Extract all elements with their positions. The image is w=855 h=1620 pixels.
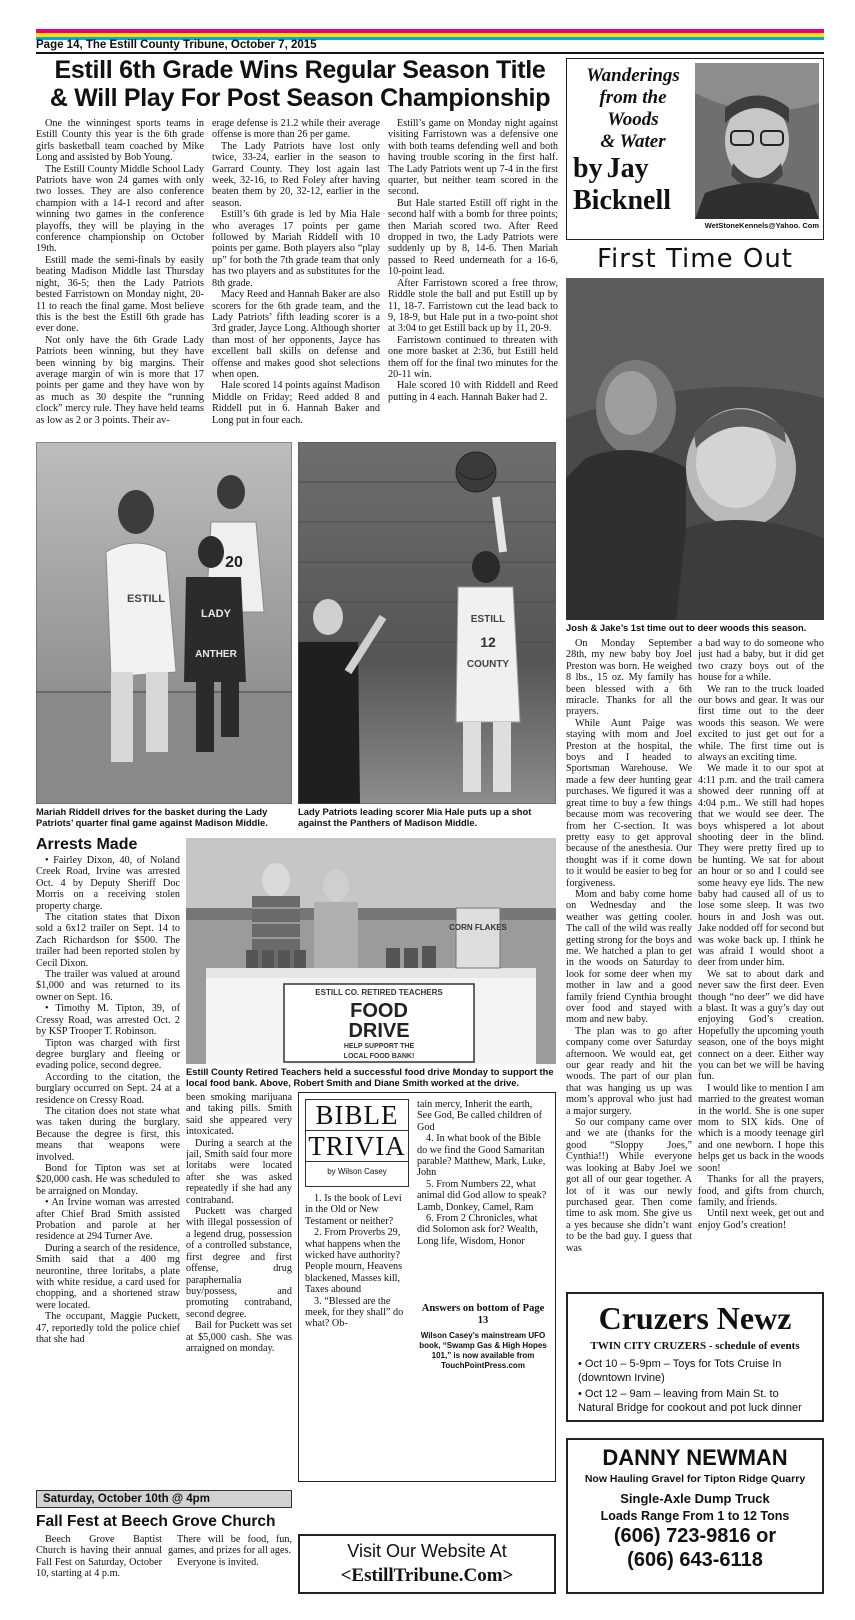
story-paragraph: We ran to the truck loaded our bows and gear. It was our first time out to the deer woods this season. We were excited to just get out for a while. The first time out is always an exciting time.: [698, 683, 824, 764]
fall-fest-col-1: Beech Grove Baptist Church is having their annual Fall Fest on Saturday, October 10, starting at 4 p.m.: [36, 1534, 162, 1580]
photo-caption-right: Lady Patriots leading scorer Mia Hale puts up a shot against the Panthers of Madison Middle.: [298, 806, 532, 828]
ad-truck: Single-Axle Dump Truck: [620, 1491, 770, 1506]
column-banner: [566, 58, 824, 240]
page-masthead: Page 14, The Estill County Tribune, October 7, 2015: [36, 39, 317, 51]
arrest-paragraph: The occupant, Maggie Puckett, 47, reportedly told the police chief that she had: [36, 1311, 180, 1346]
byline-by: by: [573, 153, 603, 184]
arrest-paragraph: Puckett was charged with illegal possession of a legend drug, possession of a controlled substance, first degree and first offense, drug paraphernalia buy/possess, and promoting contraband, second degree.: [186, 1206, 292, 1320]
banner-title-line: Woods: [607, 109, 659, 130]
byline-first-name: Jay: [606, 153, 649, 184]
story-paragraph: Until next week, get out and enjoy God’s creation!: [698, 1208, 824, 1231]
banner-title: [571, 65, 695, 153]
bible-trivia-byline: by Wilson Casey: [327, 1167, 387, 1176]
trivia-question: 5. From Numbers 22, what animal did God allow to speak? Lamb, Donkey, Camel, Ram: [417, 1178, 547, 1213]
banner-retired-teachers: ESTILL CO. RETIRED TEACHERS: [315, 988, 443, 997]
story-paragraph: a bad way to do someone who just had a baby, but it did get two crazy boys out of the house for a while.: [698, 638, 824, 684]
arrest-paragraph: Bail for Puckett was set at $5,000 cash. She was arraigned on monday.: [186, 1320, 292, 1354]
deer-photo-caption: Josh & Jake’s 1st time out to deer woods this season.: [566, 622, 807, 633]
photo-caption-left: Mariah Riddell drives for the basket during the Lady Patriots’ quarter final game against Madison Middle.: [36, 806, 268, 828]
bible-trivia-col-2: [417, 1099, 549, 1299]
fall-fest-title: Fall Fest at Beech Grove Church: [36, 1513, 276, 1530]
jersey-panthers-text: ANTHER: [195, 649, 237, 660]
banner-drive: DRIVE: [348, 1020, 410, 1042]
trivia-question: 1. Is the book of Levi in the Old or New Testament or neither?: [305, 1193, 402, 1227]
headline-line2: & Will Play For Post Season Championship: [49, 84, 551, 112]
story-paragraph: So our company came over and we ate (thanks for the good “Sloppy Joes,” Cynthia!!) While everyone was looking at Baby Joel we got all of our gear together. A lot of it was our newly purchased gear. Then come time to ask mom. She give us a yes because she didn’t want to be the bad guy. I guess that was: [566, 1117, 692, 1254]
fall-fest-paragraph: There will be food, fun, games, and prizes for all ages.: [168, 1534, 292, 1557]
bible-trivia-box: [298, 1092, 556, 1482]
banner-byline: [573, 155, 723, 215]
jersey-lady-text: LADY: [201, 608, 231, 620]
arrest-paragraph: been smoking marijuana and taking pills. Smith said she appeared very intoxicated.: [186, 1092, 292, 1138]
banner-title-line: Wanderings: [586, 65, 680, 86]
byline-last-name: Bicknell: [573, 185, 672, 216]
banner-title-line: & Water: [600, 131, 666, 152]
arrest-entry: • Timothy M. Tipton, 39, of Cressy Road, was arrested Oct. 2 by KSP Trooper T. Robinson.: [36, 1003, 180, 1037]
story-paragraph: While Aunt Paige was staying with mom and Joel Preston at the hospital, the boys and I headed to Sportsman Warehouse. We made a few deer hunting gear purchases. We figured it was a great time to buy a few things because mom was recovering from her C-section. It was pretty easy to get approval because of the anesthesia. Our thought was if it come down to it would be easier to beg for forgiveness.: [566, 717, 692, 889]
story-paragraph: Estill made the semi-finals by easily beating Madison Middle last Thursday night, 36-5; then the Lady Patriots bested Farristown on Monday night, 20-11 to reach the final game. Most believe this is the best the Estill 6th grade has ever done.: [36, 254, 204, 335]
jersey-estill-text: ESTILL: [127, 593, 165, 605]
first-time-out-title: First Time Out: [596, 244, 793, 274]
cruzers-subtitle: TWIN CITY CRUZERS - schedule of events: [590, 1340, 800, 1352]
basketball-photo-hale: [298, 442, 556, 804]
story-paragraph: The Estill County Middle School Lady Patriots have won 24 games with only two losses. They are also conference champion with a 14-1 record and after winning two games in the conference playoffs, they will be playing in the conference championship on October 19th.: [36, 163, 204, 255]
story-paragraph: I would like to mention I am married to the greatest woman in the world. She is one super mom to SIX kids. One of which is a moody teenage girl and one newborn. I hope this helps get us back in the woods soon!: [698, 1082, 824, 1174]
deer-woods-photo: [566, 278, 824, 620]
main-headline: [36, 56, 564, 112]
ad-phone-1[interactable]: (606) 723-9816 or: [613, 1525, 777, 1547]
story-paragraph: We made it to our spot at 4:11 p.m. and the trail camera showed deer running off at 4:04 p.m.. We still had hopes that we would see deer. The boys whispered a lot about shooting deer in the blind. They were pretty fired up to be hunting. We sat for about an hour or so and I could see some heavy eye lids. The new baby had caused all of us to lose some sleep. It was two hours in and Josh was out. Jake nodded off for second but was woke back up. I think he was afraid I would shoot a deer from under him.: [698, 763, 824, 969]
arrest-paragraph: Tipton was charged with first degree burglary and fleeing or evading police, second degree.: [36, 1037, 180, 1072]
jersey-estill-right: ESTILL: [470, 614, 506, 625]
arrest-paragraph: Bond for Tipton was set at $20,000 cash. He was scheduled to be arraigned on Monday.: [36, 1162, 180, 1197]
bible-trivia-title1: BIBLE: [306, 1100, 408, 1131]
arrest-paragraph: During a search at the jail, Smith said four more loritabs were located after she was asked repeatedly if she had any contraband.: [186, 1137, 292, 1206]
bible-trivia-col-1: [305, 1193, 409, 1473]
fall-fest-date-bar: Saturday, October 10th @ 4pm: [36, 1490, 292, 1508]
story-paragraph: One the winningest sports teams in Estill County this year is the 6th grade girls basketball team coached by Mike Long and assisted by Bob Young.: [36, 118, 204, 164]
story-paragraph: We sat to about dark and never saw the first deer. Even though “no deer” we did have a blast. It was a guy’s day out enjoying God’s creation. Hopefully the upcoming youth season, one of the boys might connect on a deer. Either way you can bet we will be having fun.: [698, 968, 824, 1083]
cruzers-event-2: • Oct 12 – 9am – leaving from Main St. to Natural Bridge for cookout and pot luck dinner: [568, 1385, 822, 1415]
story-paragraph: Hale scored 14 points against Madison Middle on Friday; Reed added 8 and Riddell put in 6. Hannah Baker and Long put in four each.: [212, 380, 380, 426]
headline-line1: Estill 6th Grade Wins Regular Season Title: [54, 56, 546, 84]
banner-food: FOOD: [350, 1000, 408, 1022]
first-time-out-col-2: [698, 638, 824, 1290]
story-paragraph: The plan was to go after company come over Saturday afternoon. We would eat, get our gear ready and hit the woods. The part of our plan that was hanging us up was mom’s approval who just had a major surgery.: [566, 1025, 692, 1117]
story-paragraph: On Monday September 28th, my new baby boy Joel Preston was born. He weighed 8 lbs., 15 oz. My family has been blessed with a 6th miracle. Thanks for all the prayers.: [566, 638, 692, 718]
story-column-3: [388, 118, 558, 438]
arrests-title: Arrests Made: [36, 836, 138, 853]
story-paragraph: Farristown continued to threaten with one more basket at 2:36, but Estill held them off for the final two minutes for the 20-11 win.: [388, 334, 558, 380]
arrest-entry: • An Irvine woman was arrested after Chief Brad Smith assisted Probation and parole at her residence at 294 Turner Ave.: [36, 1197, 180, 1243]
story-paragraph: Estill’s game on Monday night against visiting Farristown was a defensive one with both teams defending well and both having trouble scoring in the first half. The Lady Patriots went up 7-4 in the first quarter, but neither team scored in the second.: [388, 118, 558, 198]
story-paragraph: After Farristown scored a free throw, Riddle stole the ball and put Estill up by 11, 18-7. Farristown cut the lead back to 9, 18-9, but Hale put in a two-point shot at 3:04 to get Estill back up by 11, 20-9.: [388, 277, 558, 335]
jersey-number-12: 12: [480, 634, 496, 650]
arrests-col-2: [186, 1092, 292, 1480]
ad-phone-2[interactable]: (606) 643-6118: [627, 1549, 763, 1571]
story-paragraph: Estill’s 6th grade is led by Mia Hale who averages 17 points per game followed by Mariah Riddell with 10 points per game. Both players also “play up” for both the 7th grade team that only has two players and as substitutes for the 8th grade.: [212, 209, 380, 289]
bible-trivia-logo: [305, 1099, 409, 1187]
arrest-entry: • Fairley Dixon, 40, of Noland Creek Road, Irvine was arrested Oct. 4 by Deputy Sheriff Doc Morris on a receiving stolen property charge.: [36, 855, 180, 912]
banner-help: HELP SUPPORT THE: [343, 1043, 415, 1050]
cruzers-box: [566, 1292, 824, 1422]
food-drive-photo: [186, 838, 556, 1064]
jersey-number-20: 20: [225, 554, 243, 571]
trivia-question: tain mercy, Inherit the earth, See God, Be called children of God: [417, 1099, 543, 1133]
arrest-paragraph: The citation does not state what was taken during the burglary. Because the degree is first, this means that weapons were involved.: [36, 1105, 180, 1163]
fall-fest-paragraph: Everyone is invited.: [177, 1556, 259, 1568]
website-line1: Visit Our Website At: [347, 1541, 507, 1561]
arrest-paragraph: The trailer was valued at around $1,000 and was returned to its owner on Sept. 16.: [36, 969, 180, 1003]
arrest-paragraph: The citation states that Dixon sold a 6x12 trailer on Sept. 14 to Zach Richardson for $500. The trailer had been reported stolen by Cecil Dixon.: [36, 912, 180, 969]
banner-title-line: from the: [599, 87, 667, 108]
story-paragraph: erage defense is 21.2 while their average offense is more than 26 per game.: [212, 118, 380, 141]
website-link[interactable]: <EstillTribune.Com>: [340, 1565, 514, 1586]
trivia-question: 3. “Blessed are the meek, for they shall” do what? Ob-: [305, 1295, 404, 1330]
story-paragraph: Hale scored 10 with Riddell and Reed putting in 4 each. Hannah Baker had 2.: [388, 380, 558, 403]
story-column-2: [212, 118, 380, 438]
food-drive-caption: Estill County Retired Teachers held a successful food drive Monday to support the local food bank. Above, Robert Smith and Diane Smith worked at the drive.: [186, 1066, 554, 1088]
jersey-county-text: COUNTY: [466, 659, 510, 670]
ad-loads: Loads Range From 1 to 12 Tons: [600, 1509, 790, 1523]
arrest-paragraph: During a search of the residence, Smith said that a 400 mg neurontine, three loritabs, a plate with white residue, a card used for chopping, and a shortened straw were located.: [36, 1242, 180, 1311]
trivia-question: 4. In what book of the Bible do we find the Good Samaritan parable? Matthew, Mark, Luke, John: [417, 1133, 546, 1179]
trivia-question: 2. From Proverbs 29, what happens when the wicked have authority? People mourn, Heavens blackened, Masses kill, Taxes abound: [305, 1227, 403, 1296]
ad-subtitle: Now Hauling Gravel for Tipton Ridge Quarry: [584, 1473, 806, 1485]
corn-flakes-box: CORN FLAKES: [449, 923, 507, 932]
banner-bank: LOCAL FOOD BANK!: [343, 1053, 415, 1060]
first-time-out-col-1: [566, 638, 692, 1290]
website-box: [298, 1534, 556, 1594]
cruzers-title: Cruzers Newz: [598, 1300, 792, 1336]
arrests-col-1: [36, 855, 180, 1479]
trivia-book-promo: Wilson Casey’s mainstream UFO book, “Swamp Gas & High Hopes 101,” is now available from TouchPointPress.com: [419, 1331, 547, 1370]
story-paragraph: Thanks for all the prayers, food, and gifts from church, family, and friends.: [698, 1174, 824, 1208]
ad-name: DANNY NEWMAN: [602, 1445, 788, 1470]
banner-email: WetStoneKennels@Yahoo. Com: [704, 221, 819, 230]
trivia-answers-note: Answers on bottom of Page 13: [421, 1303, 545, 1326]
story-column-1: [36, 118, 204, 438]
masthead-rule: [36, 52, 824, 54]
story-paragraph: The Lady Patriots have lost only twice, 33-24, earlier in the season to Garrard County. They lost again last week, 32-16, to Red Foley after having beaten them by 20, 32-12, earlier in the season.: [212, 140, 380, 209]
arrest-paragraph: According to the citation, the burglary occurred on Sept. 24 at a residence on Cressy Road.: [36, 1071, 180, 1106]
danny-newman-ad: [566, 1438, 824, 1594]
story-paragraph: Mom and baby come home on Wednesday and the weather was getting cooler. The call of the wild was really getting strong for the boys and me. We hatched a plan to get in the woods on Saturday to look for some deer when my mother in law and a good family friend Cynthia brought over food and stayed with mom and new baby.: [566, 888, 692, 1026]
story-paragraph: Macy Reed and Hannah Baker are also scorers for the 6th grade team, and the Lady Patriots’ fifth leading scorer is a 3rd grader, Jayce Long. Although shorter than most of her opponents, Jayce has excellent ball skills on defense and offense and makes good shot selections when open.: [212, 289, 380, 380]
bible-trivia-title2: TRIVIA: [306, 1131, 408, 1162]
fall-fest-col-2: [168, 1534, 292, 1582]
basketball-photo-riddell: [36, 442, 292, 804]
story-paragraph: But Hale started Estill off right in the second half with a bomb for three points; then Mariah scored two. After Reed dropped in two, the Lady Patriots were suddenly up by 8, 14-6. Then Mariah passed to Reed underneath for a 16-6, 10-point lead.: [388, 197, 558, 278]
story-paragraph: Not only have the 6th Grade Lady Patriots been winning, but they have been winning by big margins. Their average margin of win is more that 17 points per game and they have won by as much as 30 despite the “running clock” mercy rule. They have held teams as low as 2 or 3 points. Their av-: [36, 334, 204, 426]
cruzers-event-1: • Oct 10 – 5-9pm – Toys for Tots Cruise In (downtown Irvine): [568, 1354, 822, 1385]
trivia-question: 6. From 2 Chronicles, what did Solomon ask for? Wealth, Long life, Wisdom, Honor: [417, 1213, 538, 1247]
